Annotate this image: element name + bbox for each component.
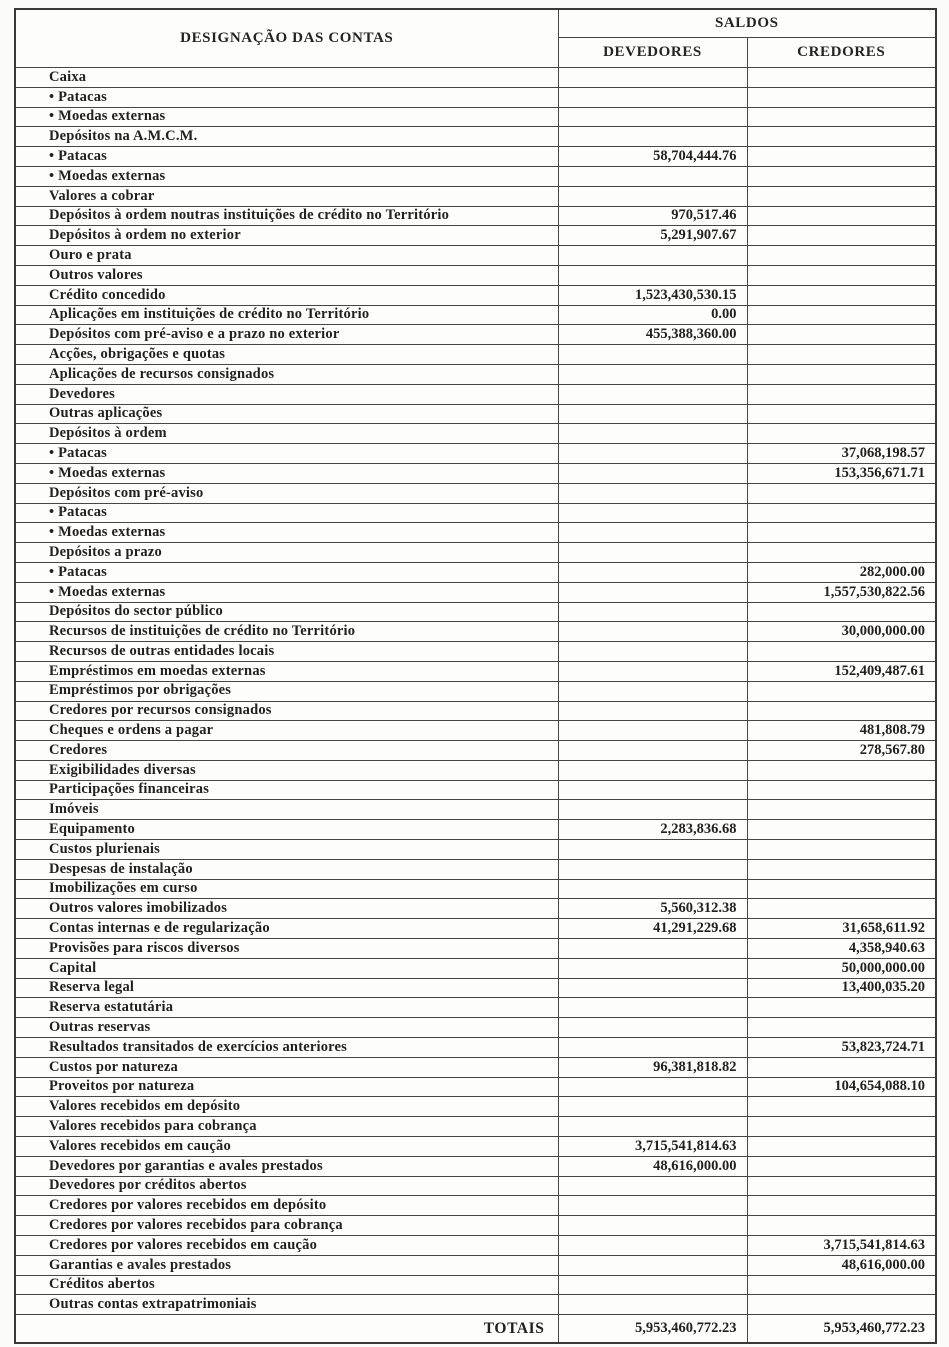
table-row [15,543,936,563]
devedores-value [558,661,747,681]
col-header-devedores: DEVEDORES [558,38,747,68]
devedores-value [558,978,747,998]
credores-value [747,325,936,345]
table-row [15,780,936,800]
credores-value: 31,658,611.92 [747,919,936,939]
credores-value: 53,823,724.71 [747,1038,936,1058]
table-row [15,681,936,701]
devedores-value: 0.00 [558,305,747,325]
table-row [15,1156,936,1176]
account-label: Capital [15,958,558,978]
devedores-value [558,87,747,107]
devedores-value [558,246,747,266]
credores-value [747,642,936,662]
credores-value [747,107,936,127]
table-row [15,503,936,523]
totals-label: TOTAIS [15,1315,558,1344]
devedores-value [558,543,747,563]
credores-value [747,1196,936,1216]
table-row [15,859,936,879]
devedores-value [558,404,747,424]
devedores-value [558,939,747,959]
devedores-value [558,582,747,602]
table-row [15,721,936,741]
credores-value: 30,000,000.00 [747,622,936,642]
credores-value: 152,409,487.61 [747,661,936,681]
account-label: Cheques e ordens a pagar [15,721,558,741]
table-row [15,166,936,186]
credores-value [747,87,936,107]
credores-value [747,265,936,285]
devedores-value: 58,704,444.76 [558,147,747,167]
table-row [15,1176,936,1196]
credores-value [747,483,936,503]
account-label: Crédito concedido [15,285,558,305]
account-label: Garantias e avales prestados [15,1255,558,1275]
account-label: Outras contas extrapatrimoniais [15,1295,558,1315]
table-row [15,1275,936,1295]
table-row [15,345,936,365]
table-row [15,1097,936,1117]
account-label: Reserva legal [15,978,558,998]
credores-value [747,760,936,780]
table-row [15,582,936,602]
table-row [15,1077,936,1097]
account-label: Credores [15,741,558,761]
account-label: • Moedas externas [15,107,558,127]
credores-value: 481,808.79 [747,721,936,741]
credores-value [747,424,936,444]
devedores-value [558,107,747,127]
credores-value [747,404,936,424]
table-row [15,958,936,978]
credores-value [747,998,936,1018]
table-row [15,1236,936,1256]
account-label: Credores por valores recebidos em caução [15,1236,558,1256]
table-row [15,978,936,998]
table-row [15,622,936,642]
devedores-value: 5,291,907.67 [558,226,747,246]
credores-value [747,859,936,879]
credores-value [747,1137,936,1157]
account-label: Depósitos a prazo [15,543,558,563]
table-row [15,246,936,266]
table-row [15,424,936,444]
devedores-value: 41,291,229.68 [558,919,747,939]
totals-credores-value: 5,953,460,772.23 [747,1315,936,1344]
table-row [15,87,936,107]
table-row [15,939,936,959]
totals-row [15,1315,936,1344]
account-label: • Patacas [15,147,558,167]
table-row [15,107,936,127]
account-label: • Patacas [15,444,558,464]
devedores-value [558,345,747,365]
credores-value [747,345,936,365]
table-row [15,820,936,840]
table-row [15,760,936,780]
table-row [15,919,936,939]
credores-value: 153,356,671.71 [747,463,936,483]
devedores-value [558,1038,747,1058]
credores-value: 282,000.00 [747,562,936,582]
account-label: Reserva estatutária [15,998,558,1018]
account-label: Exigibilidades diversas [15,760,558,780]
account-label: Custos plurienais [15,840,558,860]
account-label: Despesas de instalação [15,859,558,879]
table-row [15,562,936,582]
devedores-value [558,1255,747,1275]
devedores-value [558,463,747,483]
account-label: Credores por valores recebidos em depósito [15,1196,558,1216]
account-label: Ouro e prata [15,246,558,266]
account-label: Caixa [15,68,558,88]
credores-value [747,681,936,701]
table-row [15,642,936,662]
credores-value [747,602,936,622]
credores-value: 1,557,530,822.56 [747,582,936,602]
account-label: Contas internas e de regularização [15,919,558,939]
credores-value [747,1018,936,1038]
credores-value [747,68,936,88]
table-row [15,1196,936,1216]
account-label: • Patacas [15,503,558,523]
credores-value [747,127,936,147]
account-label: Custos por natureza [15,1057,558,1077]
credores-value [747,800,936,820]
account-label: Depósitos com pré-aviso e a prazo no exterior [15,325,558,345]
credores-value [747,1275,936,1295]
credores-value [747,226,936,246]
devedores-value [558,562,747,582]
table-body [15,68,936,1315]
totals-devedores-value: 5,953,460,772.23 [558,1315,747,1344]
table-row [15,147,936,167]
credores-value [747,305,936,325]
account-label: Devedores por garantias e avales prestados [15,1156,558,1176]
devedores-value [558,958,747,978]
account-label: Credores por recursos consignados [15,701,558,721]
devedores-value [558,68,747,88]
devedores-value [558,1117,747,1137]
account-label: Provisões para riscos diversos [15,939,558,959]
account-label: Créditos abertos [15,1275,558,1295]
devedores-value [558,1295,747,1315]
table-row [15,1018,936,1038]
devedores-value: 455,388,360.00 [558,325,747,345]
account-label: Outros valores imobilizados [15,899,558,919]
devedores-value [558,166,747,186]
table-row [15,463,936,483]
devedores-value: 2,283,836.68 [558,820,747,840]
credores-value [747,701,936,721]
account-label: Depósitos à ordem noutras instituições de crédito no Território [15,206,558,226]
devedores-value [558,721,747,741]
table-row [15,404,936,424]
credores-value: 278,567.80 [747,741,936,761]
account-label: Acções, obrigações e quotas [15,345,558,365]
credores-value [747,186,936,206]
devedores-value [558,364,747,384]
table-row [15,701,936,721]
credores-value [747,206,936,226]
devedores-value: 96,381,818.82 [558,1057,747,1077]
account-label: Outras reservas [15,1018,558,1038]
col-header-credores: CREDORES [747,38,936,68]
devedores-value [558,1097,747,1117]
credores-value: 104,654,088.10 [747,1077,936,1097]
credores-value: 4,358,940.63 [747,939,936,959]
devedores-value [558,1216,747,1236]
account-label: Depósitos à ordem no exterior [15,226,558,246]
devedores-value [558,424,747,444]
account-label: Resultados transitados de exercícios anteriores [15,1038,558,1058]
table-row [15,1295,936,1315]
account-label: • Moedas externas [15,463,558,483]
account-label: Participações financeiras [15,780,558,800]
table-row [15,879,936,899]
devedores-value: 970,517.46 [558,206,747,226]
table-row [15,285,936,305]
devedores-value [558,859,747,879]
credores-value: 48,616,000.00 [747,1255,936,1275]
devedores-value [558,780,747,800]
account-label: Recursos de outras entidades locais [15,642,558,662]
credores-value [747,899,936,919]
devedores-value [558,1275,747,1295]
account-label: • Patacas [15,562,558,582]
account-label: • Moedas externas [15,582,558,602]
table-row [15,206,936,226]
table-row [15,1117,936,1137]
account-label: Imóveis [15,800,558,820]
account-label: Valores recebidos em depósito [15,1097,558,1117]
devedores-value [558,681,747,701]
credores-value [747,384,936,404]
credores-value [747,1295,936,1315]
credores-value [747,1117,936,1137]
table-header [15,9,936,68]
account-label: Outros valores [15,265,558,285]
credores-value [747,543,936,563]
account-label: • Moedas externas [15,523,558,543]
devedores-value [558,800,747,820]
table-row [15,1255,936,1275]
credores-value [747,879,936,899]
col-header-saldos: SALDOS [558,9,936,38]
credores-value [747,285,936,305]
table-row [15,602,936,622]
table-row [15,186,936,206]
table-row [15,1137,936,1157]
table-row [15,1216,936,1236]
credores-value [747,147,936,167]
devedores-value: 1,523,430,530.15 [558,285,747,305]
devedores-value [558,642,747,662]
devedores-value [558,265,747,285]
credores-value [747,1097,936,1117]
table-row [15,364,936,384]
account-label: Recursos de instituições de crédito no Território [15,622,558,642]
account-label: Empréstimos em moedas externas [15,661,558,681]
credores-value [747,364,936,384]
devedores-value: 48,616,000.00 [558,1156,747,1176]
account-label: Valores recebidos em caução [15,1137,558,1157]
devedores-value [558,622,747,642]
table-row [15,226,936,246]
credores-value [747,780,936,800]
devedores-value [558,523,747,543]
account-label: Imobilizações em curso [15,879,558,899]
account-label: Empréstimos por obrigações [15,681,558,701]
table-row [15,998,936,1018]
credores-value: 37,068,198.57 [747,444,936,464]
credores-value: 50,000,000.00 [747,958,936,978]
devedores-value: 5,560,312.38 [558,899,747,919]
table-row [15,800,936,820]
table-row [15,1057,936,1077]
table-row [15,741,936,761]
table-row [15,305,936,325]
account-label: Depósitos com pré-aviso [15,483,558,503]
devedores-value [558,1176,747,1196]
devedores-value [558,602,747,622]
credores-value: 3,715,541,814.63 [747,1236,936,1256]
devedores-value [558,879,747,899]
account-label: Depósitos à ordem [15,424,558,444]
account-label: Aplicações em instituições de crédito no Território [15,305,558,325]
table-row [15,384,936,404]
credores-value [747,166,936,186]
credores-value [747,840,936,860]
credores-value [747,1156,936,1176]
table-row [15,68,936,88]
account-label: Depósitos do sector público [15,602,558,622]
table-row [15,325,936,345]
balance-table [14,8,937,1344]
account-label: Credores por valores recebidos para cobrança [15,1216,558,1236]
devedores-value [558,840,747,860]
account-label: • Moedas externas [15,166,558,186]
devedores-value [558,483,747,503]
table-row [15,127,936,147]
account-label: Aplicações de recursos consignados [15,364,558,384]
account-label: Equipamento [15,820,558,840]
col-header-designacao-das-contas: DESIGNAÇÃO DAS CONTAS [15,9,558,68]
table-row [15,444,936,464]
devedores-value [558,503,747,523]
devedores-value: 3,715,541,814.63 [558,1137,747,1157]
credores-value [747,1057,936,1077]
account-label: • Patacas [15,87,558,107]
devedores-value [558,127,747,147]
account-label: Valores recebidos para cobrança [15,1117,558,1137]
table-row [15,840,936,860]
account-label: Devedores [15,384,558,404]
credores-value [747,1176,936,1196]
credores-value [747,523,936,543]
credores-value [747,246,936,266]
account-label: Devedores por créditos abertos [15,1176,558,1196]
credores-value: 13,400,035.20 [747,978,936,998]
table-row [15,523,936,543]
devedores-value [558,1236,747,1256]
table-row [15,899,936,919]
devedores-value [558,760,747,780]
devedores-value [558,444,747,464]
table-row [15,661,936,681]
table-row [15,1038,936,1058]
table-row [15,265,936,285]
account-label: Outras aplicações [15,404,558,424]
account-label: Proveitos por natureza [15,1077,558,1097]
credores-value [747,1216,936,1236]
devedores-value [558,1077,747,1097]
table-row [15,483,936,503]
devedores-value [558,186,747,206]
table-footer [15,1315,936,1344]
devedores-value [558,384,747,404]
devedores-value [558,998,747,1018]
account-label: Depósitos na A.M.C.M. [15,127,558,147]
devedores-value [558,1196,747,1216]
credores-value [747,820,936,840]
account-label: Valores a cobrar [15,186,558,206]
devedores-value [558,741,747,761]
credores-value [747,503,936,523]
devedores-value [558,1018,747,1038]
devedores-value [558,701,747,721]
